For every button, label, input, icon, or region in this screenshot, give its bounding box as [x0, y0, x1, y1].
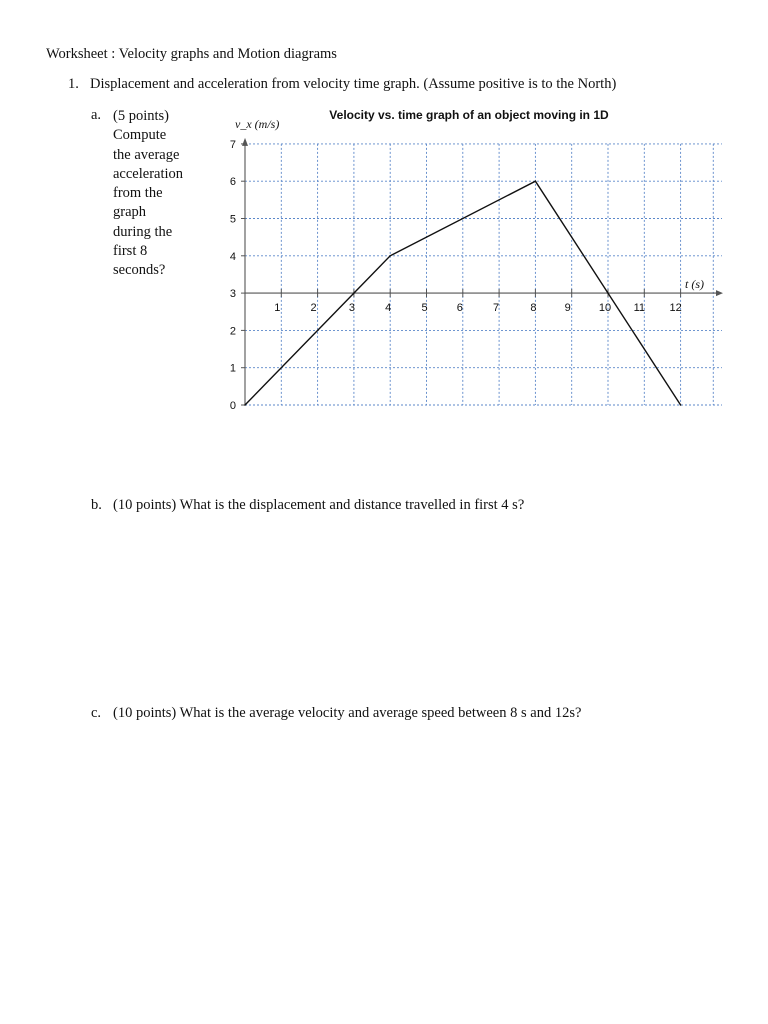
y-tick-label: 7	[229, 138, 236, 151]
chart-title: Velocity vs. time graph of an object moving in 1D	[329, 108, 609, 122]
part-a-line: (5 points)	[113, 108, 169, 124]
x-tick-label: 10	[598, 302, 612, 315]
part-a-letter: a.	[91, 107, 102, 123]
part-c-text: (10 points) What is the average velocity and average speed between 8 s and 12s?	[113, 705, 582, 721]
y-tick-label: 5	[229, 213, 236, 226]
velocity-data-point	[389, 255, 391, 257]
x-tick-label: 2	[310, 302, 317, 315]
y-tick-label: 1	[229, 362, 236, 375]
x-tick-label: 11	[633, 302, 646, 315]
y-axis-label: v_x (m/s)	[235, 117, 280, 131]
chart-axes	[241, 138, 723, 405]
x-tick-label: 9	[564, 302, 571, 315]
y-tick-label: 4	[229, 250, 236, 263]
velocity-data-point	[535, 180, 537, 182]
part-a-line: acceleration	[113, 165, 184, 182]
y-tick-label: 6	[229, 176, 236, 189]
y-axis-arrow	[242, 138, 248, 146]
part-a-line: during the	[113, 223, 173, 240]
chart-grid	[245, 144, 722, 405]
x-tick-label: 1	[274, 302, 281, 315]
part-a-line: graph	[113, 204, 147, 221]
velocity-data-point	[680, 404, 682, 406]
velocity-time-graph	[0, 0, 768, 430]
part-c-letter: c.	[91, 705, 102, 721]
part-a-line: seconds?	[113, 262, 166, 279]
part-c	[91, 705, 581, 722]
x-tick-label: 8	[530, 302, 537, 315]
y-tick-label: 0	[229, 400, 236, 412]
x-tick-label: 6	[456, 302, 463, 315]
part-a-line: first 8	[113, 243, 148, 260]
x-tick-label: 7	[493, 302, 500, 315]
part-b-letter: b.	[91, 497, 102, 513]
y-tick-label: 3	[229, 288, 236, 301]
part-a-line: from the	[113, 185, 163, 202]
part-a-line: the average	[113, 146, 180, 163]
x-tick-label: 12	[669, 302, 682, 315]
part-b-text: (10 points) What is the displacement and distance travelled in first 4 s?	[113, 497, 525, 513]
velocity-data-point	[244, 404, 246, 406]
chart-tick-labels	[230, 139, 682, 412]
velocity-data-point	[607, 292, 609, 294]
y-tick-label: 2	[229, 325, 236, 338]
question-1-text: Displacement and acceleration from velocity time graph. (Assume positive is to the North)	[90, 76, 617, 92]
question-1-number: 1.	[68, 76, 79, 92]
part-a-line: Compute	[113, 127, 167, 144]
x-axis-label: t (s)	[685, 277, 704, 291]
x-tick-label: 3	[348, 302, 355, 315]
worksheet-title: Worksheet : Velocity graphs and Motion diagrams	[46, 46, 337, 62]
velocity-data-point	[353, 292, 355, 294]
x-tick-label: 4	[385, 302, 392, 315]
x-tick-label: 5	[421, 302, 428, 315]
x-axis-arrow	[716, 290, 723, 296]
part-b	[91, 497, 524, 514]
